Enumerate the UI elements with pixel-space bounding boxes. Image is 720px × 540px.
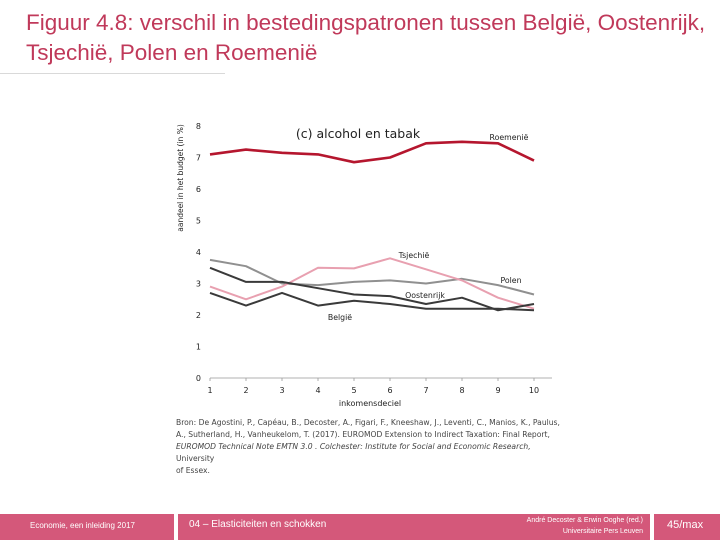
y-tick-label: 8 xyxy=(195,122,201,131)
y-tick-label: 7 xyxy=(195,153,201,163)
source-line: EUROMOD Technical Note EMTN 3.0 . Colchester: Institute for Social and Economic Research, xyxy=(176,442,531,451)
y-tick-label: 3 xyxy=(195,279,201,289)
y-tick-label: 2 xyxy=(195,311,201,320)
series-label: Roemenië xyxy=(489,133,529,142)
source-line: of Essex. xyxy=(176,466,210,475)
x-tick-label: 7 xyxy=(423,386,429,395)
source-line: A., Sutherland, H., Vanheukelom, T. (2017). EUROMOD Extension to Indirect Taxation: Final Report, xyxy=(176,430,550,439)
y-tick-label: 1 xyxy=(195,342,201,352)
y-tick-label: 4 xyxy=(195,248,201,257)
x-axis-label: inkomensdeciel xyxy=(338,399,402,408)
footer-authors-line: André Decoster & Erwin Ooghe (red.) xyxy=(526,517,643,524)
x-tick-label: 1 xyxy=(207,386,213,395)
series-label: België xyxy=(327,313,353,322)
footer-course: Economie, een inleiding 2017 xyxy=(30,521,135,530)
source-citation xyxy=(176,417,596,477)
series-label: Polen xyxy=(500,276,522,285)
source-line: University xyxy=(176,454,215,463)
x-tick-label: 6 xyxy=(387,386,393,395)
x-tick-label: 2 xyxy=(243,386,249,395)
footer-divider xyxy=(174,514,178,540)
footer-chapter: 04 – Elasticiteiten en schokken xyxy=(189,519,327,530)
series-line-roemenië xyxy=(210,142,534,162)
chart-title: (c) alcohol en tabak xyxy=(295,126,421,141)
series-label: Oostenrijk xyxy=(405,291,445,300)
page-number: 45/max xyxy=(667,519,704,531)
footer-authors xyxy=(443,515,643,537)
footer-divider xyxy=(650,514,654,540)
y-tick-label: 5 xyxy=(195,216,201,226)
x-tick-label: 9 xyxy=(495,386,501,395)
x-tick-label: 8 xyxy=(459,386,465,395)
x-tick-label: 3 xyxy=(279,386,285,395)
series-line-polen xyxy=(210,260,534,295)
series-line-oostenrijk xyxy=(210,268,534,311)
x-tick-label: 4 xyxy=(315,386,321,395)
y-tick-label: 6 xyxy=(195,185,201,194)
y-tick-label: 0 xyxy=(195,374,201,383)
series-label: Tsjechië xyxy=(398,251,430,260)
x-tick-label: 5 xyxy=(351,386,357,395)
source-line: Bron: De Agostini, P., Capéau, B., Decoster, A., Figari, F., Kneeshaw, J., Leventi, C., Manios, K., Paulus, xyxy=(176,418,560,427)
y-axis-label: aandeel in het budget (in %) xyxy=(176,124,185,232)
x-tick-label: 10 xyxy=(528,386,540,395)
footer-bar xyxy=(0,514,720,540)
footer-authors-line: Universitaire Pers Leuven xyxy=(562,528,643,535)
slide-title: Figuur 4.8: verschil in bestedingspatronen tussen België, Oostenrijk, Tsjechië, Polen en Roemenië xyxy=(26,10,706,65)
